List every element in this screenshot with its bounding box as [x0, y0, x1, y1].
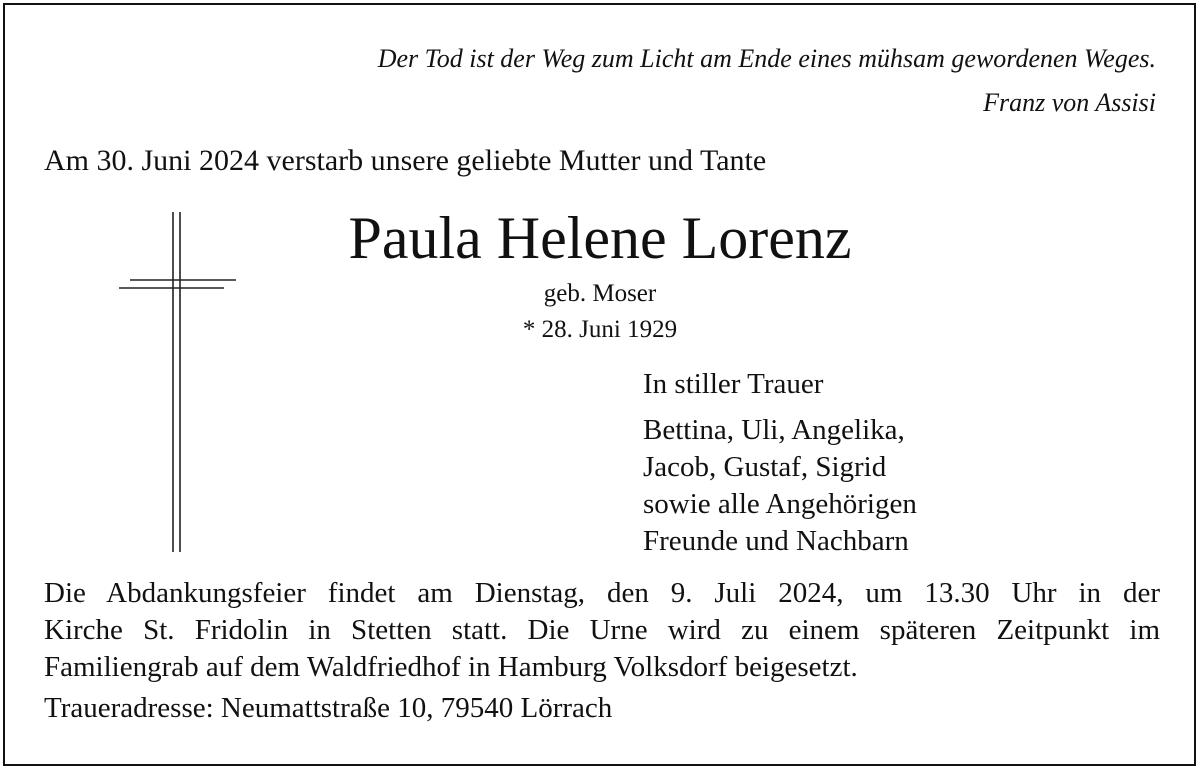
mourner-line: Freunde und Nachbarn	[643, 525, 909, 557]
mourning-address: Traueradresse: Neumattstraße 10, 79540 Lörrach	[44, 692, 613, 724]
intro-text: Am 30. Juni 2024 verstarb unsere geliebte Mutter und Tante	[44, 144, 767, 177]
mourners-heading: In stiller Trauer	[643, 368, 824, 400]
ceremony-line: Familiengrab auf dem Waldfriedhof in Hamburg Volksdorf beigesetzt.	[44, 651, 858, 683]
quote-text: Der Tod ist der Weg zum Licht am Ende eines mühsam gewordenen Weges.	[377, 44, 1156, 73]
mourner-line: Jacob, Gustaf, Sigrid	[643, 451, 887, 483]
ceremony-text	[44, 575, 1160, 686]
mourner-line: Bettina, Uli, Angelika,	[643, 414, 905, 446]
deceased-name	[0, 204, 1200, 273]
maiden-name: geb. Moser	[543, 280, 657, 307]
deceased-name-text: Paula Helene Lorenz	[348, 205, 852, 271]
birth-date: * 28. Juni 1929	[522, 316, 678, 343]
mourners-block	[643, 366, 917, 560]
mourner-line: sowie alle Angehörigen	[643, 488, 917, 520]
quote-author: Franz von Assisi	[983, 88, 1156, 117]
ceremony-line: Kirche St. Fridolin in Stetten statt. Die Urne wird zu einem späteren Zeitpunkt im	[44, 614, 1160, 646]
ceremony-line: Die Abdankungsfeier findet am Dienstag, den 9. Juli 2024, um 13.30 Uhr in der	[44, 577, 1160, 609]
